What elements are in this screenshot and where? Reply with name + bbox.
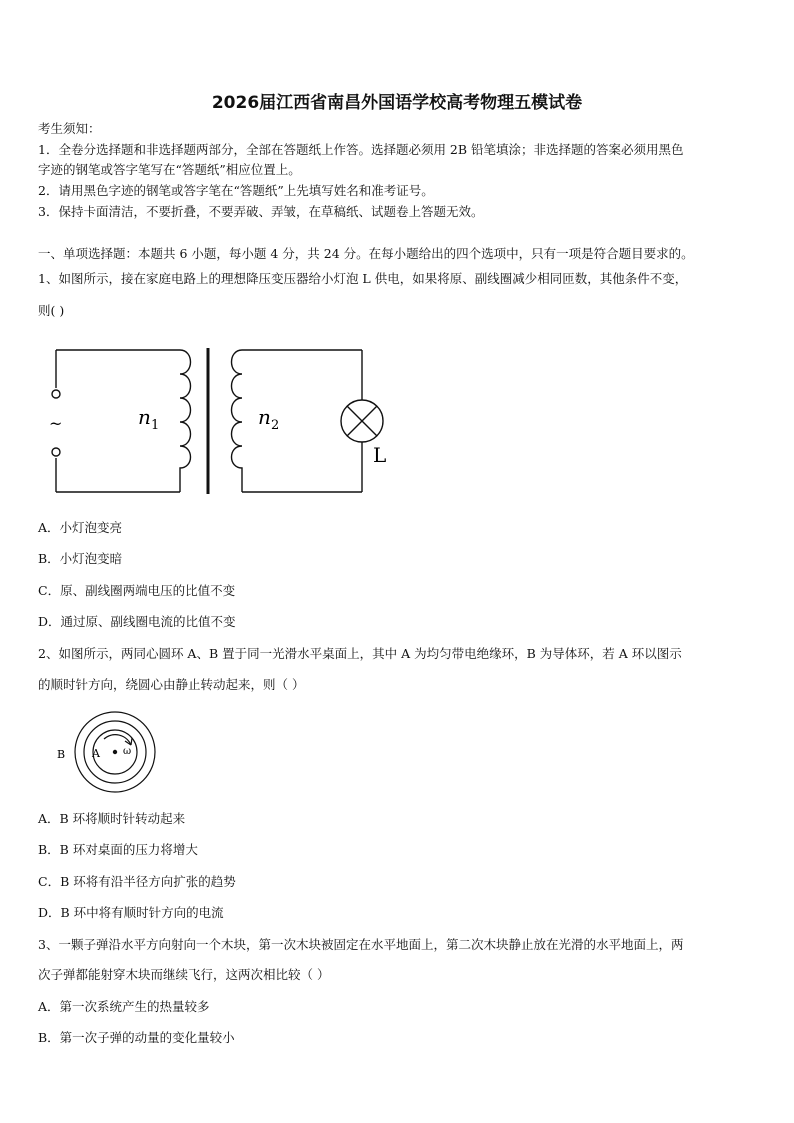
ring-b-label: B <box>57 748 66 761</box>
page-title: 2026届江西省南昌外国语学校高考物理五模试卷 <box>211 93 583 113</box>
q1-option-b: B．小灯泡变暗 <box>38 551 123 566</box>
notice-item-3: 3．保持卡面清洁，不要折叠，不要弄破、弄皱，在草稿纸、试题卷上答题无效。 <box>38 204 484 219</box>
q3-option-a: A．第一次系统产生的热量较多 <box>38 999 210 1014</box>
transformer-circuit-figure <box>40 340 400 505</box>
n1-label: n <box>138 405 151 429</box>
q2-option-d: D．B 环中将有顺时针方向的电流 <box>38 905 224 920</box>
q2-option-b: B．B 环对桌面的压力将增大 <box>38 842 198 857</box>
ring-a-label: A <box>92 747 100 760</box>
q1-option-a: A．小灯泡变亮 <box>38 520 123 535</box>
ac-source-symbol: ~ <box>49 414 63 433</box>
q1-stem-cont: 则( ) <box>38 303 65 318</box>
n2-subscript: 2 <box>271 418 280 433</box>
lamp-label: L <box>373 443 387 467</box>
q2-option-a: A．B 环将顺时针转动起来 <box>38 811 186 826</box>
q1-option-d: D．通过原、副线圈电流的比值不变 <box>38 614 236 629</box>
q1-option-c: C．原、副线圈两端电压的比值不变 <box>38 583 236 598</box>
q3-stem-cont: 次子弹都能射穿木块而继续飞行，这两次相比较（ ） <box>38 967 330 982</box>
q3-stem: 3、一颗子弹沿水平方向射向一个木块，第一次木块被固定在水平地面上，第二次木块静止放在光滑的水平地面上，两 <box>38 937 684 952</box>
omega-label: ω <box>123 746 132 757</box>
notice-item-2: 2．请用黑色字迹的钢笔或答字笔在“答题纸”上先填写姓名和准考证号。 <box>38 183 434 198</box>
q2-option-c: C．B 环将有沿半径方向扩张的趋势 <box>38 874 236 889</box>
q1-stem: 1、如图所示，接在家庭电路上的理想降压变压器给小灯泡 L 供电，如果将原、副线圈减少相同匝数，其他条件不变， <box>38 271 688 286</box>
n2-label: n <box>258 405 271 429</box>
notice-item-1-cont: 字迹的钢笔或答字笔写在“答题纸”相应位置上。 <box>38 162 301 177</box>
notice-item-1: 1．全卷分选择题和非选择题两部分，全部在答题纸上作答。选择题必须用 2B 铅笔填涂；非选择题的答案必须用黑色 <box>38 142 684 157</box>
notice-heading: 考生须知： <box>38 121 101 136</box>
concentric-rings-figure <box>52 708 162 800</box>
n1-subscript: 1 <box>151 418 160 433</box>
q3-option-b: B．第一次子弹的动量的变化量较小 <box>38 1030 235 1045</box>
q2-stem: 2、如图所示，两同心圆环 A、B 置于同一光滑水平桌面上，其中 A 为均匀带电绝缘环，B 为导体环，若 A 环以图示 <box>38 646 682 661</box>
q2-stem-cont: 的顺时针方向，绕圆心由静止转动起来，则（ ） <box>38 677 305 692</box>
section-heading: 一、单项选择题：本题共 6 小题，每小题 4 分，共 24 分。在每小题给出的四个选项中，只有一项是符合题目要求的。 <box>38 246 694 261</box>
